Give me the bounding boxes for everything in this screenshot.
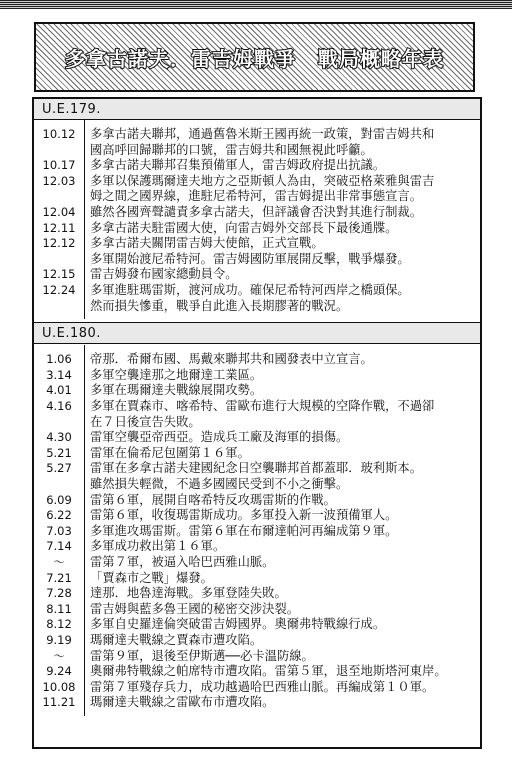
entry-text: 雷第６軍，展開自喀希特反攻瑪雷斯的作戰。: [90, 492, 336, 507]
timeline-entry: [34, 508, 480, 524]
entry-text: 多軍開始渡尼希特河。雷吉姆國防軍展開反擊，戰爭爆發。: [90, 251, 410, 266]
entry-date: 8.11: [46, 601, 72, 616]
top-decorative-rule: [0, 0, 512, 9]
entry-text: 在７日後宣告失敗。: [90, 414, 201, 429]
timeline-entry: [34, 221, 480, 237]
entry-date: 10.08: [42, 679, 76, 694]
entry-text: 多軍空襲達那之地爾達工業區。: [90, 367, 263, 382]
entry-text: 雖然損失輕微，不過多國國民受到不小之衝擊。: [90, 476, 349, 491]
entry-text: 多軍以保護瑪爾達夫地方之亞斯頓人為由，突破亞格萊雅與雷吉: [90, 173, 435, 188]
entry-text: 多拿古諾夫聯邦召集預備軍人，雷吉姆政府提出抗議。: [90, 158, 386, 173]
timeline-entry: [34, 586, 480, 602]
timeline-entry: [34, 174, 480, 205]
timeline-entry: [34, 236, 480, 267]
entry-date: 6.09: [46, 492, 72, 507]
timeline-entry: [34, 633, 480, 649]
entry-text: 雷第７軍，被逼入哈巴西雅山脈。: [90, 555, 275, 569]
entry-date: 11.21: [42, 695, 76, 710]
date-column-rule: [84, 345, 85, 716]
entry-text: 國高呼回歸聯邦的口號，雷吉姆共和國無視此呼籲。: [90, 142, 373, 157]
entry-date: 12.12: [42, 236, 76, 251]
entry-text: 雖然各國齊聲譴責多拿古諾夫，但評議會否決對其進行制裁。: [90, 205, 423, 219]
entry-date: 5.21: [46, 445, 72, 460]
timeline-entry: [34, 493, 480, 509]
entry-date: 8.12: [46, 617, 72, 632]
entry-text: 多軍成功救出第１６軍。: [90, 539, 226, 554]
entry-text: 雷軍在多拿古諾夫建國紀念日空襲聯邦首都蓋耶．玻利斯本。: [90, 461, 423, 476]
timeline-entry: [34, 695, 480, 711]
entry-text: 多軍在賈森市、喀希特、雷歐布進行大規模的空降作戰，不過卻: [90, 399, 435, 413]
entry-text: 雷軍空襲亞帝西亞。造成兵工廠及海軍的損傷。: [90, 430, 349, 445]
timeline-entry: [34, 571, 480, 587]
entry-date: 12.11: [42, 220, 76, 235]
year-header: U.E.180.: [34, 323, 480, 344]
entry-text: 雷第７軍殘存兵力，成功越過哈巴西雅山脈。再編成第１０軍。: [90, 679, 435, 694]
timeline-entry: [34, 664, 480, 680]
entry-date: 9.24: [46, 664, 72, 679]
chronology-table: [32, 97, 482, 749]
timeline-entry: [34, 383, 480, 399]
timeline-entry: [34, 617, 480, 633]
timeline-entry: [34, 127, 480, 158]
entry-date: 3.14: [46, 367, 72, 382]
entry-date: 1.06: [46, 352, 72, 367]
timeline-entry: [34, 680, 480, 696]
entry-text: 「賈森市之戰」爆發。: [90, 570, 213, 585]
timeline-entry: [34, 283, 480, 314]
entry-text: 瑪爾達夫戰線之雷歐布市遭攻陷。: [90, 695, 275, 710]
entry-date: 10.17: [42, 158, 76, 173]
title-part-war: 多拿古諾夫．雷吉姆戰爭: [65, 46, 296, 71]
entry-text: 雷第９軍，退後至伊斯邁──必卡溫防線。: [90, 648, 314, 663]
page-title: [65, 43, 444, 72]
timeline-entry: [34, 602, 480, 618]
entry-date: 12.24: [42, 283, 76, 297]
entry-date: 9.19: [46, 633, 72, 647]
entry-date: 7.28: [46, 586, 72, 601]
timeline-entry: [34, 267, 480, 283]
entry-text: 多拿古諾夫駐雷國大使，向雷吉姆外交部長下最後通牒。: [90, 220, 398, 235]
entry-date: 4.30: [46, 430, 72, 445]
entry-text: 雷吉姆發布國家總動員令。: [90, 267, 238, 282]
entry-text: 多軍自史羅達倫突破雷吉姆國界。奧爾弗特戰線行成。: [90, 617, 386, 632]
entry-date: 12.03: [42, 173, 76, 188]
timeline-entry: [34, 205, 480, 221]
entry-text: 帝那．希爾布國、馬戴來聯邦共和國發表中立宣言。: [90, 352, 373, 367]
timeline-entry: [34, 446, 480, 462]
title-banner: [34, 22, 475, 92]
timeline-entry: [34, 399, 480, 430]
entry-text: 姆之間之國界線，進駐尼希特河，雷吉姆提出非常事態宣言。: [90, 189, 423, 204]
entry-text: 多拿古諾夫關閉雷吉姆大使館，正式宣戰。: [90, 236, 324, 251]
entry-text: 雷吉姆與藍多魯王國的秘密交涉決裂。: [90, 601, 300, 616]
timeline-entry: [34, 158, 480, 174]
entry-text: 瑪爾達夫戰線之賈森市遭攻陷。: [90, 633, 263, 647]
entry-text: 多拿古諾夫聯邦，通過舊魯米斯王國再統一政策，對雷吉姆共和: [90, 127, 435, 141]
entry-text: 雷軍在倫希尼包圍第１６軍。: [90, 445, 250, 460]
entry-date: 7.03: [46, 523, 72, 538]
entry-text: 多軍在瑪爾達夫戰線展開攻勢。: [90, 383, 263, 398]
entry-date: 6.22: [46, 508, 72, 523]
entry-date: 4.16: [46, 399, 72, 413]
entry-date: ～: [53, 648, 65, 663]
entry-text: 達那．地魯達海戰。多軍登陸失敗。: [90, 586, 287, 601]
entry-text: 多軍進駐瑪雷斯，渡河成功。確保尼希特河西岸之橋頭保。: [90, 283, 410, 297]
timeline-entry: [34, 352, 480, 368]
entry-date: 7.14: [46, 539, 72, 554]
entry-text: 然而損失慘重，戰爭自此進入長期膠著的戰況。: [90, 298, 349, 313]
timeline-entry: [34, 430, 480, 446]
timeline-entry: [34, 649, 480, 665]
entry-text: 多軍進攻瑪雷斯。雷第６軍在布爾達帕河再編成第９軍。: [90, 523, 398, 538]
entry-date: 5.27: [46, 461, 72, 476]
timeline-entry: [34, 368, 480, 384]
timeline-entry: [34, 461, 480, 492]
entry-date: 10.12: [42, 127, 76, 141]
timeline-entry: [34, 555, 480, 571]
title-part-chronology: 戰局概略年表: [318, 46, 444, 71]
entry-date: 4.01: [46, 383, 72, 398]
entry-date: ～: [53, 555, 65, 569]
year-header: U.E.179.: [34, 99, 480, 120]
timeline-entry: [34, 524, 480, 540]
entry-text: 雷第６軍，收復瑪雷斯成功。多軍投入新一波預備軍人。: [90, 508, 398, 523]
entry-text: 奧爾弗特戰線之帕席特市遭攻陷。雷第５軍，退至地斯塔河東岸。: [90, 664, 447, 679]
entry-date: 7.21: [46, 570, 72, 585]
entry-date: 12.04: [42, 205, 76, 219]
timeline-entry: [34, 539, 480, 555]
entry-date: 12.15: [42, 267, 76, 282]
date-column-rule: [84, 120, 85, 319]
